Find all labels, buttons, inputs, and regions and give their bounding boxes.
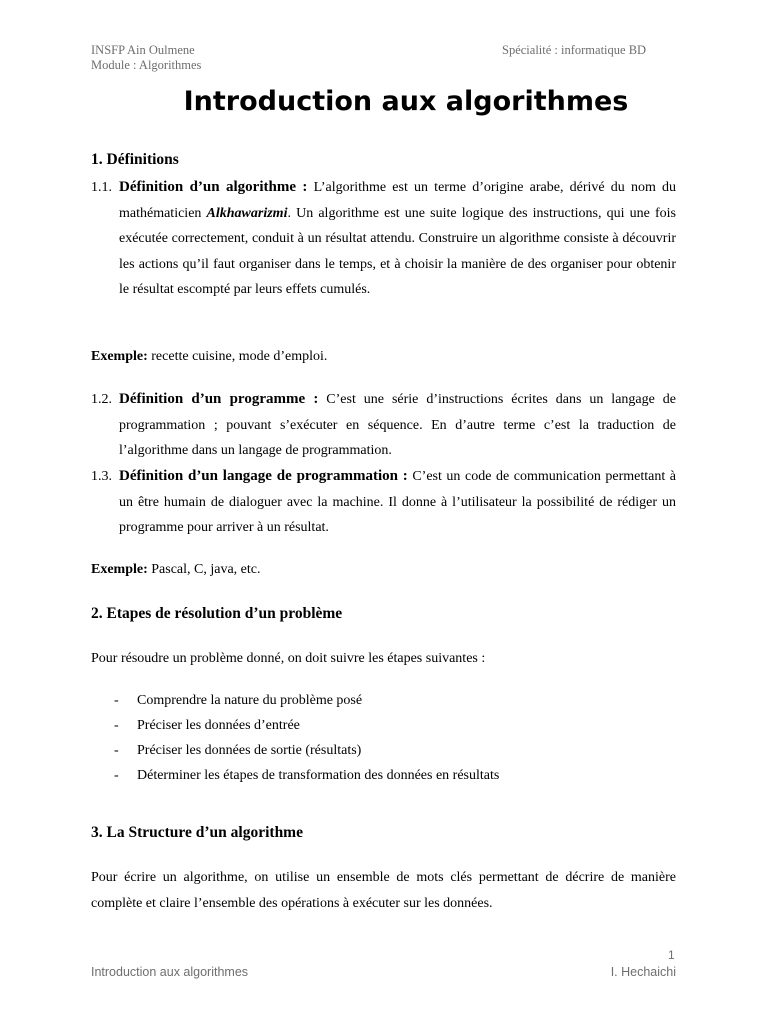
example-2-label: Exemple: xyxy=(91,562,148,577)
section-3-text: Pour écrire un algorithme, on utilise un ensemble de mots clés permettant de décrire de manière complète et claire l’ensemble des opérations à exécuter sur les données. xyxy=(91,870,676,911)
example-2 xyxy=(91,557,676,583)
header-institution: INSFP Ain Oulmene xyxy=(91,43,195,57)
steps-list-container xyxy=(91,688,676,788)
definition-2-term: Définition d’un programme : xyxy=(119,391,319,407)
definition-langage xyxy=(91,464,676,541)
section-1-heading: 1. Définitions xyxy=(91,151,179,168)
definition-programme xyxy=(91,387,676,464)
header-speciality: Spécialité : informatique BD xyxy=(502,43,647,57)
definition-2-text: C’est une série d’instructions écrites dans un langage de programmation ; pouvant s’exécuter en séquence. En d’autre terme c’est la traduction de l’algorithme dans un langage de programmation. xyxy=(119,392,676,458)
section-2-intro: Pour résoudre un problème donné, on doit suivre les étapes suivantes : xyxy=(91,651,486,666)
list-item: - Comprendre la nature du problème posé xyxy=(114,693,363,708)
header-left xyxy=(91,43,201,73)
definition-3-number: 1.3. xyxy=(91,469,112,484)
definition-1-term: Définition d’un algorithme : xyxy=(119,179,308,195)
definition-1-number: 1.1. xyxy=(91,180,112,195)
section-3-heading: 3. La Structure d’un algorithme xyxy=(91,824,303,841)
example-2-text: Pascal, C, java, etc. xyxy=(147,562,261,577)
page-title: Introduction aux algorithmes xyxy=(183,86,629,117)
definition-2-number: 1.2. xyxy=(91,392,112,407)
footer-author: I. Hechaichi xyxy=(610,965,676,979)
section-2-heading: 2. Etapes de résolution d’un problème xyxy=(91,605,343,622)
page-number: 1 xyxy=(668,948,675,962)
header-module: Module : Algorithmes xyxy=(91,58,202,72)
definition-algorithme xyxy=(91,175,676,303)
definition-3-text: C’est un code de communication permettant à un être humain de dialoguer avec la machine. Il donne à l’utilisateur la possibilité de rédiger un programme pour arriver à un résultat. xyxy=(119,469,677,535)
definition-1-name: Alkhawarizmi xyxy=(206,205,288,221)
list-item: - Préciser les données de sortie (résultats) xyxy=(114,743,362,758)
example-1-text: recette cuisine, mode d’emploi. xyxy=(147,349,328,364)
definition-1-text-a: L’algorithme est un terme d’origine arabe, dérivé du nom du mathématicien xyxy=(119,180,676,221)
section-2 xyxy=(91,601,676,627)
section-1 xyxy=(91,147,676,173)
steps-list xyxy=(91,688,676,788)
section-3 xyxy=(91,820,676,846)
definition-1-text-b: . Un algorithme est une suite logique des instructions, qui une fois exécutée correctement, conduit à un résultat attendu. Construire un algorithme consiste à découvrir les actions qu’il faut organiser dans le temps, et à choisir la manière de des organiser pour obtenir le résultat escompté par leurs effets cumulés. xyxy=(119,205,676,297)
definition-3-term: Définition d’un langage de programmation : xyxy=(119,468,408,484)
list-item: - Déterminer les étapes de transformation des données en résultats xyxy=(114,768,500,783)
example-1 xyxy=(91,344,676,370)
example-1-label: Exemple: xyxy=(91,349,148,364)
list-item: - Préciser les données d’entrée xyxy=(114,718,300,733)
footer-title: Introduction aux algorithmes xyxy=(91,965,249,979)
